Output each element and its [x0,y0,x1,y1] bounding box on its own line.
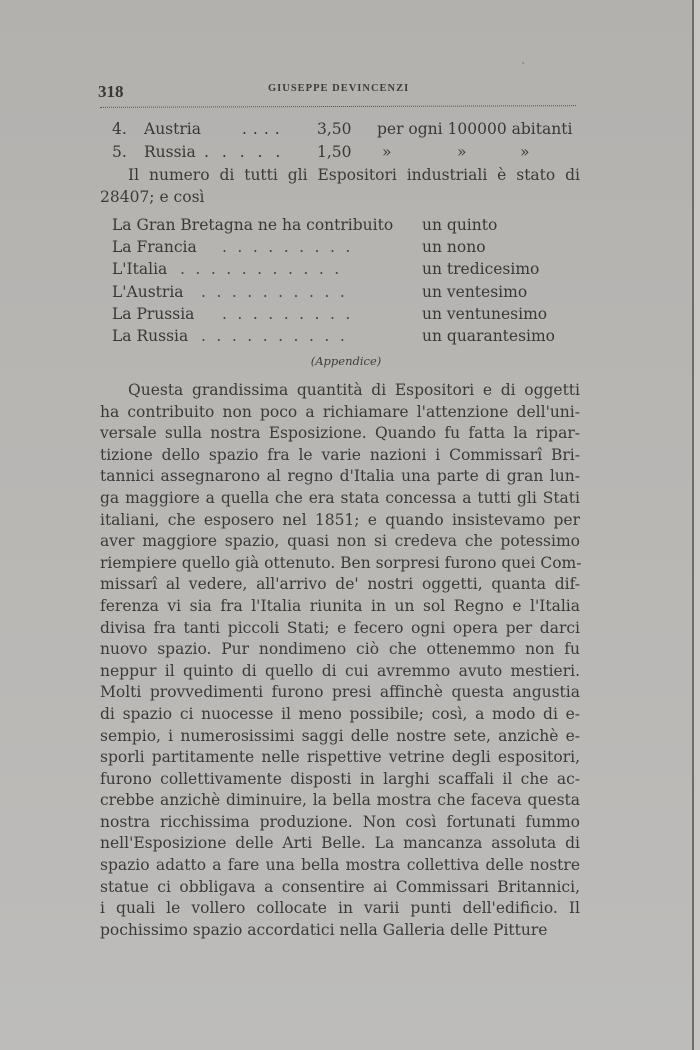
leader-dots: . . . . . [204,143,285,161]
stat-unit: per ogni 100000 abitanti [377,120,573,138]
share-fraction: un quarantesimo [422,327,556,345]
leader-dots: .......... [201,283,356,301]
share-row [112,238,582,259]
share-fraction: un quinto [422,216,498,234]
share-row [112,305,582,326]
leader-dots: .... [242,120,286,138]
text-line: spazio adatto a fare una bella mostra collettiva delle nostre [100,856,580,875]
share-fraction: un tredicesimo [422,260,540,278]
intro-paragraph [100,165,580,208]
share-country: L'Austria [112,283,184,301]
adjacent-page-edge [694,0,700,1050]
share-row [112,327,582,348]
text-line: nell'Esposizione delle Arti Belle. La mancanza assoluta di [100,834,580,853]
leader-dots: .......... [201,327,356,345]
stat-number: 4. [112,120,127,138]
text-line: divisa fra tanti piccoli Stati; e fecero ogni opera per darci [100,618,580,637]
share-country: La Russia [112,327,189,345]
text-line: ga maggiore a quella che era stata concessa a tutti gli Stati [100,488,580,507]
text-line: pochissimo spazio accordatici nella Galleria delle Pitture [100,920,548,939]
leader-dots: ........... [180,260,350,278]
text-line: neppur il quinto di quello di cui avremmo avuto mestieri. [100,661,580,680]
text-line: italiani, che esposero nel 1851; e quando insistevamo per [100,510,580,529]
text-line: aver maggiore spazio, quasi non si credeva che potessimo [100,532,580,551]
text-line: tannici assegnarono al regno d'Italia una parte di gran lun- [100,467,580,486]
appendix-label: (Appendice) [310,354,382,368]
share-country: La Prussia [112,305,195,323]
text-line: nuovo spazio. Pur nondimeno ciò che ottenemmo non fu [100,640,580,659]
text-line: i quali le vollero collocate in varii punti dell'edificio. Il [100,899,580,918]
share-country: La Francia [112,238,197,256]
text-line: 28407; e così [100,187,205,206]
paper-speck [522,62,524,64]
stat-value: 3,50 [317,120,352,138]
share-row [112,260,582,281]
leader-dots: ......... [222,305,361,323]
share-country: La Gran Bretagna ne ha contribuito [112,216,394,234]
text-line: crebbe anzichè diminuire, la bella mostra che faceva questa [100,791,580,810]
stat-value: 1,50 [317,143,352,161]
text-line: tizione dello spazio fra le varie nazioni i Commissarî Bri- [100,445,580,464]
share-fraction: un ventunesimo [422,305,548,323]
text-line: ha contribuito non poco a richiamare l'attenzione dell'uni- [100,402,580,421]
share-row [112,283,582,304]
text-line: riempiere quello già ottenuto. Ben sorpresi furono quei Com- [100,553,582,572]
text-line: ferenza vi sia fra l'Italia riunita in un sol Regno e l'Italia [100,596,580,615]
text-line: sporli partitamente nelle rispettive vetrine degli espositori, [100,748,580,767]
stat-country: Russia [144,143,196,161]
text-line: sempio, i numerosissimi saggi delle nostre sete, anzichè e- [100,726,580,745]
ditto-mark: » [457,143,467,161]
text-line: furono collettivamente disposti in larghi scaffali il che ac- [100,769,580,788]
text-line: Questa grandissima quantità di Espositori e di oggetti [128,381,580,399]
main-paragraph [100,380,580,941]
stat-country: Austria [144,120,201,138]
text-line: versale sulla nostra Esposizione. Quando fu fatta la ripar- [100,424,580,443]
stat-number: 5. [112,143,127,161]
ditto-mark: » [520,143,530,161]
leader-dots: ......... [222,238,361,256]
text-line: statue ci obbligava a consentire ai Commissari Britannici, [100,877,580,896]
text-line: nostra ricchissima produzione. Non così fortunati fummo [100,812,580,831]
running-head [98,76,578,106]
text-line: Molti provvedimenti furono presi affinchè questa angustia [100,683,580,702]
text-line: di spazio ci nuocesse il meno possibile; così, a modo di e- [100,704,580,723]
share-fraction: un nono [422,238,486,256]
share-row [112,216,582,237]
running-title: GIUSEPPE DEVINCENZI [268,83,410,94]
page-number: 318 [98,82,124,101]
ditto-mark: » [382,143,392,161]
text-line: Il numero di tutti gli Espositori industriali è stato di [128,166,580,184]
text-line: missarî al vedere, all'arrivo de' nostri oggetti, quanta dif- [100,575,580,594]
share-fraction: un ventesimo [422,283,528,301]
share-country: L'Italia [112,260,168,278]
